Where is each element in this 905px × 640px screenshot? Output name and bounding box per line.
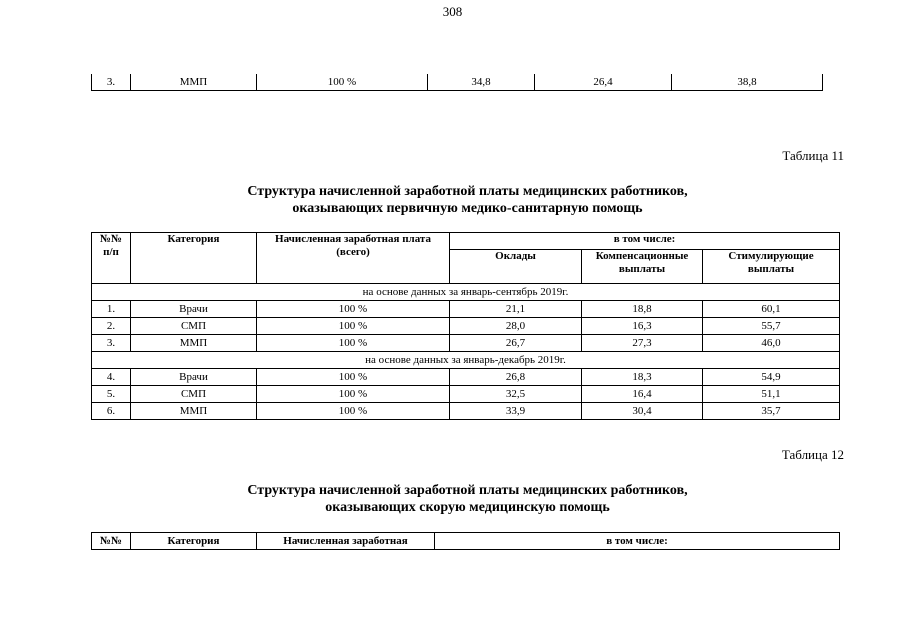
table11 xyxy=(91,232,840,420)
table-cell: 18,3 xyxy=(582,369,703,386)
table11-title-line1: Структура начисленной заработной платы медицинских работников, xyxy=(247,184,688,199)
header-salary-total: Начисленная заработная xyxy=(257,533,435,550)
table-row xyxy=(92,369,840,386)
table-cell: 34,8 xyxy=(428,74,535,91)
table-row xyxy=(92,301,840,318)
header-category: Категория xyxy=(131,533,257,550)
table-row xyxy=(92,74,823,91)
table-cell: 21,1 xyxy=(450,301,582,318)
previous-table-continuation xyxy=(91,74,823,91)
header-including: в том числе: xyxy=(450,233,840,250)
table11-title-line2: оказывающих первичную медико-санитарную помощь xyxy=(292,201,643,216)
table-cell: 1. xyxy=(92,301,131,318)
table12-title-line1: Структура начисленной заработной платы медицинских работников, xyxy=(247,483,688,498)
table-cell: 100 % xyxy=(257,318,450,335)
table12-label: Таблица 12 xyxy=(781,447,844,462)
table-cell: СМП xyxy=(131,386,257,403)
table-cell: 55,7 xyxy=(703,318,840,335)
table-cell: 2. xyxy=(92,318,131,335)
section-title: на основе данных за январь-сентябрь 2019г. xyxy=(92,284,840,301)
table-cell: Врачи xyxy=(131,301,257,318)
table-cell: 27,3 xyxy=(582,335,703,352)
header-incentive: Стимулирующие выплаты xyxy=(703,250,840,284)
header-num: №№ п/п xyxy=(92,233,131,284)
table-cell: 16,3 xyxy=(582,318,703,335)
table11-label: Таблица 11 xyxy=(782,148,844,163)
table-cell: 28,0 xyxy=(450,318,582,335)
table-cell: 30,4 xyxy=(582,403,703,420)
table-cell: 38,8 xyxy=(672,74,823,91)
header-row xyxy=(92,533,840,550)
header-compensation: Компенсационные выплаты xyxy=(582,250,703,284)
table-row xyxy=(92,386,840,403)
section-title: на основе данных за январь-декабрь 2019г. xyxy=(92,352,840,369)
table12-title-line2: оказывающих скорую медицинскую помощь xyxy=(325,500,610,515)
table-cell: 46,0 xyxy=(703,335,840,352)
table-cell: 51,1 xyxy=(703,386,840,403)
table-cell: ММП xyxy=(131,335,257,352)
table-cell: 5. xyxy=(92,386,131,403)
header-category: Категория xyxy=(131,233,257,284)
table-cell: ММП xyxy=(131,74,257,91)
table-cell: 33,9 xyxy=(450,403,582,420)
table11-header xyxy=(92,233,840,284)
page-number: 308 xyxy=(442,4,463,19)
header-num: №№ xyxy=(92,533,131,550)
table-cell: 18,8 xyxy=(582,301,703,318)
table-row xyxy=(92,403,840,420)
table-cell: 26,7 xyxy=(450,335,582,352)
table-cell: 16,4 xyxy=(582,386,703,403)
table-cell: 100 % xyxy=(257,403,450,420)
section-row xyxy=(92,284,840,301)
header-salary-total: Начисленная заработная плата (всего) xyxy=(257,233,450,284)
table-cell: 26,8 xyxy=(450,369,582,386)
table12-header xyxy=(92,533,840,550)
table-cell: 3. xyxy=(92,74,131,91)
section-row xyxy=(92,352,840,369)
header-including: в том числе: xyxy=(435,533,840,550)
table-cell: 100 % xyxy=(257,369,450,386)
table-row xyxy=(92,335,840,352)
table-cell: 60,1 xyxy=(703,301,840,318)
table-cell: 32,5 xyxy=(450,386,582,403)
table-row xyxy=(92,318,840,335)
previous-table-body xyxy=(92,74,823,91)
table11-body xyxy=(92,284,840,420)
header-base-salary: Оклады xyxy=(450,250,582,284)
table-cell: 35,7 xyxy=(703,403,840,420)
table-cell: 100 % xyxy=(257,335,450,352)
table-cell: 100 % xyxy=(257,386,450,403)
table-cell: 3. xyxy=(92,335,131,352)
table12 xyxy=(91,532,840,550)
table-cell: 26,4 xyxy=(535,74,672,91)
table-cell: Врачи xyxy=(131,369,257,386)
table-cell: ММП xyxy=(131,403,257,420)
table-cell: СМП xyxy=(131,318,257,335)
header-row xyxy=(92,233,840,250)
table-cell: 6. xyxy=(92,403,131,420)
table-cell: 100 % xyxy=(257,74,428,91)
table-cell: 100 % xyxy=(257,301,450,318)
table-cell: 54,9 xyxy=(703,369,840,386)
table-cell: 4. xyxy=(92,369,131,386)
